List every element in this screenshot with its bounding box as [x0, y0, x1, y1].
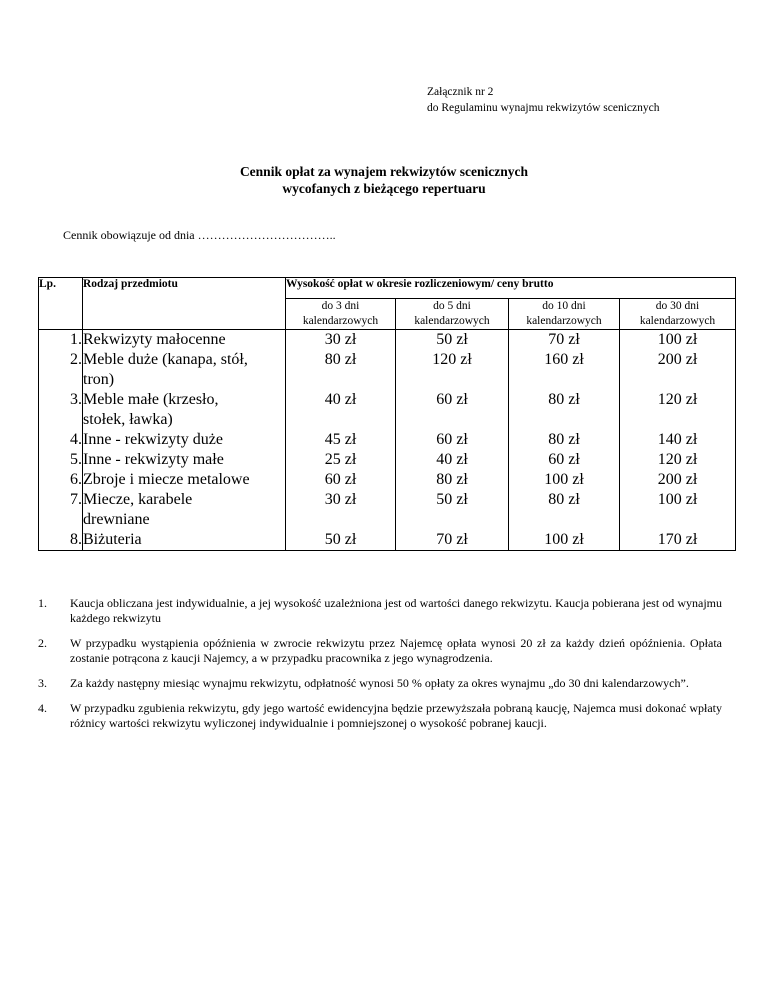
price-cell — [396, 510, 508, 530]
period-header: do 10 dni kalendarzowych — [509, 299, 620, 330]
price-cell: 80 zł — [324, 351, 357, 368]
row-number — [39, 510, 82, 530]
price-cell: 60 zł — [436, 431, 468, 448]
annex-header — [427, 84, 660, 116]
row-number: 6. — [70, 471, 82, 488]
item-name: stołek, ławka) — [83, 411, 173, 428]
price-cell: 45 zł — [324, 431, 357, 448]
item-name: tron) — [83, 371, 115, 388]
price-cell — [620, 410, 735, 430]
price-cell: 40 zł — [324, 391, 357, 408]
row-number: 5. — [70, 451, 82, 468]
valid-from-line: Cennik obowiązuje od dnia …………………………….. — [63, 228, 336, 242]
notes-list — [38, 596, 722, 741]
row-number — [39, 370, 82, 390]
price-cell: 30 zł — [324, 491, 357, 508]
document-title — [0, 163, 768, 197]
price-cell: 100 zł — [657, 331, 698, 348]
item-name: Biżuteria — [83, 531, 142, 548]
price-cell — [620, 510, 735, 530]
price-cell: 50 zł — [436, 331, 468, 348]
item-name: Rekwizyty małocenne — [83, 331, 226, 348]
item-name: Meble małe (krzesło, — [83, 391, 219, 408]
note-number: 4. — [38, 701, 47, 715]
price-cell: 80 zł — [548, 491, 580, 508]
note-text: W przypadku wystąpienia opóźnienia w zwrocie rekwizytu przez Najemcę opłata wynosi 20 zł za każdy dzień opóźnienia. Opłata zostanie potrącona z kaucji Najemcy, a w przypadku pracownika z jego wynagrodzenia. — [70, 636, 722, 665]
header-lp: Lp. — [39, 278, 83, 330]
price-cell: 160 zł — [544, 351, 584, 368]
item-name: drewniane — [83, 511, 150, 528]
price-cell: 100 zł — [657, 491, 698, 508]
row-number: 8. — [70, 531, 82, 548]
row-number: 4. — [70, 431, 82, 448]
price-column — [396, 330, 509, 551]
row-number: 3. — [70, 391, 82, 408]
price-cell — [396, 370, 508, 390]
price-cell — [509, 410, 619, 430]
price-cell: 70 zł — [548, 331, 580, 348]
price-column — [620, 330, 736, 551]
note-item — [38, 636, 722, 666]
table-body-row — [39, 330, 736, 551]
price-cell: 60 zł — [324, 471, 357, 488]
title-line-2: wycofanych z bieżącego repertuaru — [282, 181, 486, 196]
price-column — [509, 330, 620, 551]
annex-reference: do Regulaminu wynajmu rekwizytów scenicznych — [427, 102, 660, 114]
note-text: Za każdy następny miesiąc wynajmu rekwizytu, odpłatność wynosi 50 % opłaty za okres wynajmu „do 30 dni kalendarzowych”. — [70, 676, 689, 690]
price-cell — [396, 410, 508, 430]
price-column — [286, 330, 396, 551]
price-cell — [286, 370, 395, 390]
price-cell: 80 zł — [548, 431, 580, 448]
price-cell: 120 zł — [432, 351, 472, 368]
price-cell — [620, 370, 735, 390]
note-item — [38, 701, 722, 731]
item-name: Miecze, karabele — [83, 491, 193, 508]
price-cell: 30 zł — [324, 331, 357, 348]
price-cell: 60 zł — [436, 391, 468, 408]
item-name: Inne - rekwizyty duże — [83, 431, 223, 448]
note-item — [38, 676, 722, 691]
row-number: 7. — [70, 491, 82, 508]
period-header: do 30 dni kalendarzowych — [620, 299, 736, 330]
note-text: W przypadku zgubienia rekwizytu, gdy jego wartość ewidencyjna będzie przewyższała pobraną kaucję, Najemca musi dokonać wpłaty różnicy wartości rekwizytu wyliczonej indywidualnie i pomniejszonej o wysokość pobranej kaucji. — [70, 701, 722, 730]
lp-column — [39, 330, 83, 551]
price-cell: 25 zł — [324, 451, 357, 468]
header-fees: Wysokość opłat w okresie rozliczeniowym/ ceny brutto — [286, 278, 736, 299]
price-cell: 100 zł — [544, 531, 584, 548]
price-cell: 50 zł — [436, 491, 468, 508]
price-cell: 200 zł — [657, 351, 698, 368]
row-number — [39, 410, 82, 430]
period-header: do 5 dni kalendarzowych — [396, 299, 509, 330]
price-cell: 60 zł — [548, 451, 580, 468]
note-number: 1. — [38, 596, 47, 610]
note-number: 3. — [38, 676, 47, 690]
price-cell: 40 zł — [436, 451, 468, 468]
note-number: 2. — [38, 636, 47, 650]
price-cell — [286, 510, 395, 530]
price-cell: 100 zł — [544, 471, 584, 488]
price-cell — [286, 410, 395, 430]
annex-number: Załącznik nr 2 — [427, 86, 494, 98]
note-item — [38, 596, 722, 626]
price-cell: 170 zł — [657, 531, 698, 548]
row-number: 2. — [70, 351, 82, 368]
title-line-1: Cennik opłat za wynajem rekwizytów scenicznych — [239, 164, 529, 179]
price-cell — [509, 370, 619, 390]
price-cell: 140 zł — [657, 431, 698, 448]
price-cell: 70 zł — [436, 531, 468, 548]
item-name-column — [83, 330, 286, 551]
row-number: 1. — [70, 331, 82, 348]
item-name: Zbroje i miecze metalowe — [83, 471, 250, 488]
price-cell: 80 zł — [548, 391, 580, 408]
price-cell: 50 zł — [324, 531, 357, 548]
note-text: Kaucja obliczana jest indywidualnie, a jej wysokość uzależniona jest od wartości danego rekwizytu. Kaucja pobierana jest od wynajmu każdego rekwizytu — [70, 596, 722, 625]
price-table — [38, 277, 736, 551]
period-header: do 3 dni kalendarzowych — [286, 299, 396, 330]
price-cell: 80 zł — [436, 471, 468, 488]
price-cell: 200 zł — [657, 471, 698, 488]
price-cell: 120 zł — [657, 451, 698, 468]
price-cell: 120 zł — [657, 391, 698, 408]
item-name: Inne - rekwizyty małe — [83, 451, 224, 468]
item-name: Meble duże (kanapa, stół, — [83, 351, 248, 368]
header-item-type: Rodzaj przedmiotu — [83, 278, 286, 330]
price-cell — [509, 510, 619, 530]
